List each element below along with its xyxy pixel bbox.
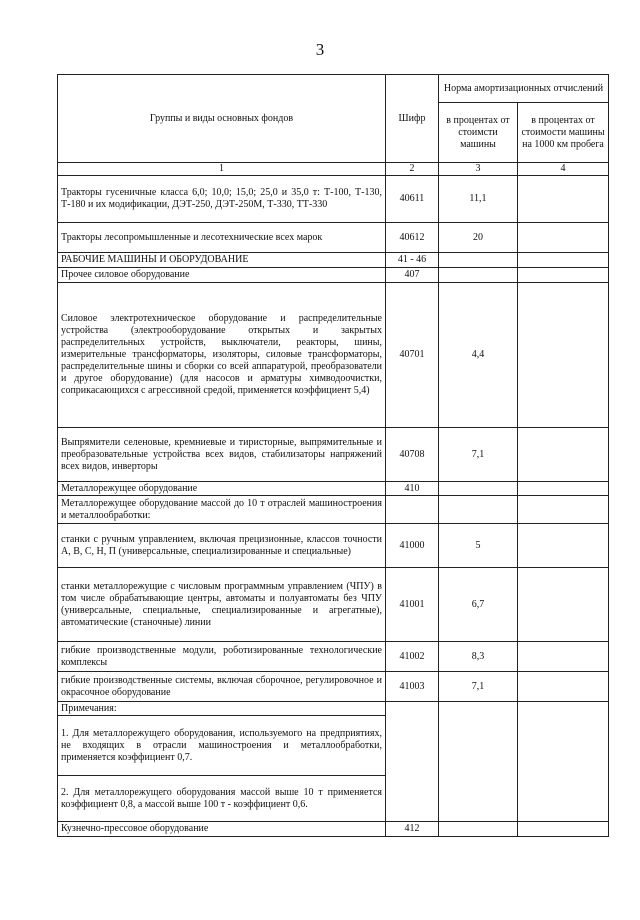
- row-name: РАБОЧИЕ МАШИНЫ И ОБОРУДОВАНИЕ: [58, 253, 386, 268]
- row-code: 40708: [386, 428, 439, 482]
- notes-rate-cell: [439, 702, 518, 822]
- table-row: [58, 642, 609, 672]
- row-rate: [439, 253, 518, 268]
- row-name: станки металлорежущие с числовым программным управлением (ЧПУ) в том числе обрабатывающие центры, автоматы и полуавтоматы без ЧПУ (универсальные, специальные, специализированные и агрегатные), автоматические (станочные) линии: [58, 568, 386, 642]
- table-row: [58, 268, 609, 283]
- row-name: гибкие производственные модули, роботизированные технологические комплексы: [58, 642, 386, 672]
- row-rate: [439, 822, 518, 837]
- column-numbers-row: [58, 163, 609, 176]
- table-row: [58, 223, 609, 253]
- depreciation-table: [57, 74, 609, 837]
- row-code: 41 - 46: [386, 253, 439, 268]
- header-row: [58, 75, 609, 103]
- note-1: 1. Для металлорежущего оборудования, используемого на предприятиях, не входящих в отрасли машиностроения и металлообработки, применяется коэффициент 0,7.: [58, 716, 386, 776]
- row-name: Кузнечно-прессовое оборудование: [58, 822, 386, 837]
- row-code: 41001: [386, 568, 439, 642]
- row-code: 40611: [386, 176, 439, 223]
- notes-rate-2-cell: [518, 702, 609, 822]
- row-rate-2: [518, 253, 609, 268]
- row-code: 407: [386, 268, 439, 283]
- column-number: 3: [439, 163, 518, 176]
- row-code: 410: [386, 482, 439, 496]
- row-rate: 8,3: [439, 642, 518, 672]
- row-name: Тракторы лесопромышленные и лесотехнические всех марок: [58, 223, 386, 253]
- table-row: [58, 672, 609, 702]
- header-norm: Норма амортизационных отчислений: [439, 75, 609, 103]
- row-rate-2: [518, 524, 609, 568]
- row-rate: 4,4: [439, 283, 518, 428]
- header-pct-cost: в процентах от стоимсти машины: [439, 103, 518, 163]
- row-rate-2: [518, 672, 609, 702]
- row-name: Силовое электротехническое оборудование и распределительные устройства (электрооборудование открытых и закрытых распределительных устройств, выключатели, реакторы, шины, измерительные трансформаторы, изоляторы, силовые трансформаторы, распределительные шины и сборки со всей аппаратурой, преобразователи и другое оборудование) (для насосов и арматуры химводоочистки, соприкасающихся с агрессивной средой, применяется коэффициент 5,4): [58, 283, 386, 428]
- row-rate: 7,1: [439, 428, 518, 482]
- notes-title-row: [58, 702, 609, 716]
- header-pct-cost-1000km: в процентах от стоимости машины на 1000 км пробега: [518, 103, 609, 163]
- header-groups: Группы и виды основных фондов: [58, 75, 386, 163]
- table-row: [58, 176, 609, 223]
- table-row: [58, 568, 609, 642]
- row-rate-2: [518, 176, 609, 223]
- row-code: 41003: [386, 672, 439, 702]
- row-rate: 11,1: [439, 176, 518, 223]
- column-number: 1: [58, 163, 386, 176]
- row-rate-2: [518, 268, 609, 283]
- row-name: гибкие производственные системы, включая сборочное, регулировочное и окрасочное оборудование: [58, 672, 386, 702]
- row-rate-2: [518, 223, 609, 253]
- table-row: [58, 822, 609, 837]
- column-number: 4: [518, 163, 609, 176]
- row-code: [386, 496, 439, 524]
- row-rate: [439, 482, 518, 496]
- row-rate: 20: [439, 223, 518, 253]
- table-row: [58, 253, 609, 268]
- row-rate-2: [518, 822, 609, 837]
- row-rate-2: [518, 568, 609, 642]
- page-number: 3: [315, 40, 325, 59]
- header-code: Шифр: [386, 75, 439, 163]
- row-rate: 6,7: [439, 568, 518, 642]
- column-number: 2: [386, 163, 439, 176]
- row-rate-2: [518, 482, 609, 496]
- row-rate-2: [518, 642, 609, 672]
- table-row: [58, 482, 609, 496]
- row-name: Металлорежущее оборудование массой до 10 т отраслей машиностроения и металлообработки:: [58, 496, 386, 524]
- row-code: 40701: [386, 283, 439, 428]
- row-code: 412: [386, 822, 439, 837]
- row-rate: [439, 496, 518, 524]
- table-row: [58, 283, 609, 428]
- row-name: Металлорежущее оборудование: [58, 482, 386, 496]
- table-row: [58, 496, 609, 524]
- row-code: 41002: [386, 642, 439, 672]
- row-code: 41000: [386, 524, 439, 568]
- row-rate-2: [518, 496, 609, 524]
- table-row: [58, 524, 609, 568]
- row-name: Тракторы гусеничные класса 6,0; 10,0; 15,0; 25,0 и 35,0 т: Т-100, Т-130, Т-180 и их модификации, ДЭТ-250, ДЭТ-250М, Т-330, ТТ-330: [58, 176, 386, 223]
- notes-code-cell: [386, 702, 439, 822]
- table-row: [58, 428, 609, 482]
- row-rate-2: [518, 428, 609, 482]
- note-2: 2. Для металлорежущего оборудования массой выше 10 т применяется коэффициент 0,8, а массой выше 100 т - коэффициент 0,6.: [58, 776, 386, 822]
- row-rate-2: [518, 283, 609, 428]
- row-rate: 5: [439, 524, 518, 568]
- notes-title: Примечания:: [58, 702, 386, 716]
- row-name: Выпрямители селеновые, кремниевые и тиристорные, выпрямительные и преобразовательные устройства всех видов, стабилизаторы напряжений всех видов, инверторы: [58, 428, 386, 482]
- row-code: 40612: [386, 223, 439, 253]
- row-name: Прочее силовое оборудование: [58, 268, 386, 283]
- row-name: станки с ручным управлением, включая прецизионные, классов точности А, В, С, Н, П (универсальные, специализированные и специальные): [58, 524, 386, 568]
- row-rate: 7,1: [439, 672, 518, 702]
- row-rate: [439, 268, 518, 283]
